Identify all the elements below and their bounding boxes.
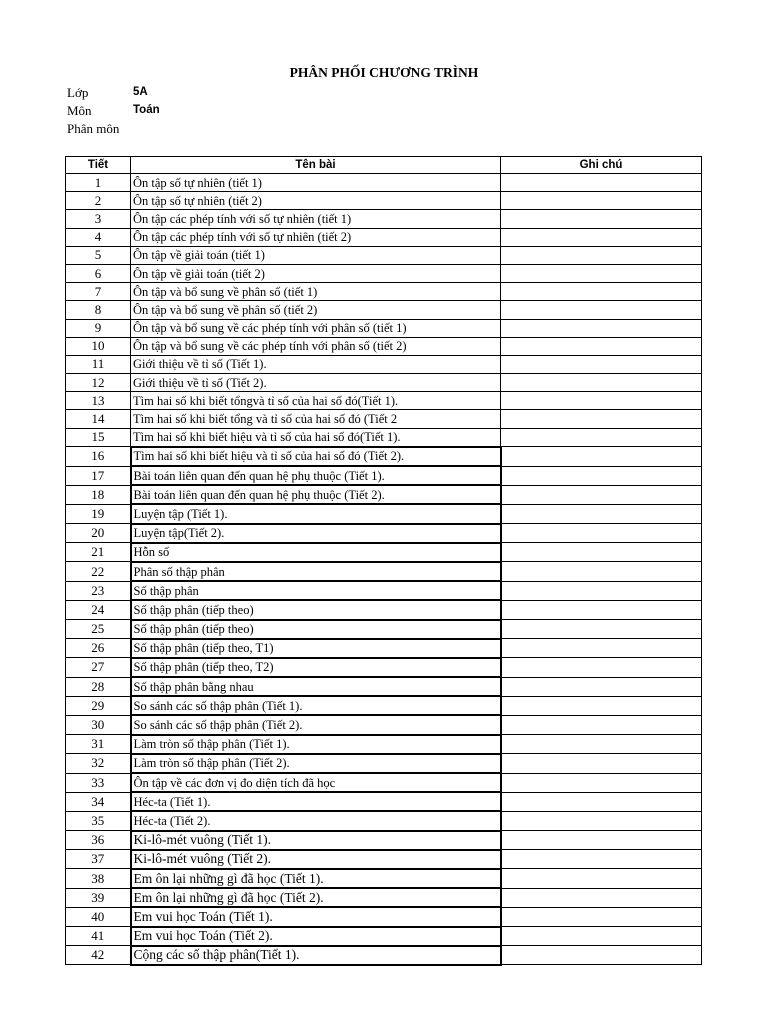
header-period: Tiết xyxy=(66,157,131,174)
table-row xyxy=(66,735,702,754)
lesson-cell: Số thập phân xyxy=(131,581,501,600)
lesson-cell: Em ôn lại những gì đã học (Tiết 1). xyxy=(131,869,501,888)
period-cell: 21 xyxy=(66,543,131,562)
note-cell xyxy=(501,192,702,210)
period-cell: 28 xyxy=(66,677,131,696)
table-row xyxy=(66,192,702,210)
note-cell xyxy=(501,696,702,715)
note-cell xyxy=(501,319,702,337)
note-cell xyxy=(501,677,702,696)
period-cell: 31 xyxy=(66,735,131,754)
table-row xyxy=(66,228,702,246)
header-note: Ghi chú xyxy=(501,157,702,174)
lesson-cell: Làm tròn số thập phân (Tiết 1). xyxy=(131,735,501,754)
meta-value-subject: Toán xyxy=(133,104,160,116)
table-row xyxy=(66,337,702,355)
table-row xyxy=(66,485,702,504)
period-cell: 20 xyxy=(66,524,131,543)
lesson-cell: Em ôn lại những gì đã học (Tiết 2). xyxy=(131,888,501,907)
period-cell: 4 xyxy=(66,228,131,246)
table-row xyxy=(66,447,702,466)
period-cell: 10 xyxy=(66,337,131,355)
table-row xyxy=(66,869,702,888)
period-cell: 37 xyxy=(66,850,131,869)
table-row xyxy=(66,946,702,965)
note-cell xyxy=(501,466,702,485)
lesson-cell: Số thập phân (tiếp theo) xyxy=(131,600,501,619)
period-cell: 41 xyxy=(66,927,131,946)
note-cell xyxy=(501,485,702,504)
table-row xyxy=(66,715,702,734)
note-cell xyxy=(501,869,702,888)
lesson-cell: Tìm hai số khi biết hiệu và tỉ số của hai số đó (Tiết 2). xyxy=(131,447,501,466)
lesson-cell: Ôn tập và bổ sung về phân số (tiết 1) xyxy=(131,283,501,301)
period-cell: 13 xyxy=(66,392,131,410)
lesson-cell: Héc-ta (Tiết 2). xyxy=(131,811,501,830)
lesson-cell: Giới thiệu về tỉ số (Tiết 1). xyxy=(131,355,501,373)
note-cell xyxy=(501,447,702,466)
period-cell: 1 xyxy=(66,174,131,192)
lesson-cell: Tìm hai số khi biết hiệu và tỉ số của hai số đó(Tiết 1). xyxy=(131,428,501,447)
table-row xyxy=(66,888,702,907)
document-title: PHÂN PHỐI CHƯƠNG TRÌNH xyxy=(289,65,479,80)
table-row xyxy=(66,428,702,447)
period-cell: 8 xyxy=(66,301,131,319)
table-row xyxy=(66,927,702,946)
period-cell: 17 xyxy=(66,466,131,485)
note-cell xyxy=(501,811,702,830)
lesson-cell: Cộng các số thập phân(Tiết 1). xyxy=(131,946,501,965)
note-cell xyxy=(501,620,702,639)
lesson-cell: Hỗn số xyxy=(131,543,501,562)
period-cell: 5 xyxy=(66,246,131,264)
period-cell: 23 xyxy=(66,581,131,600)
period-cell: 32 xyxy=(66,754,131,773)
period-cell: 18 xyxy=(66,485,131,504)
lesson-cell: Ôn tập về giải toán (tiết 1) xyxy=(131,246,501,264)
note-cell xyxy=(501,946,702,965)
lesson-cell: Em vui học Toán (Tiết 1). xyxy=(131,907,501,926)
note-cell xyxy=(501,562,702,581)
lesson-cell: Luyện tập (Tiết 1). xyxy=(131,504,501,523)
period-cell: 16 xyxy=(66,447,131,466)
note-cell xyxy=(501,246,702,264)
period-cell: 3 xyxy=(66,210,131,228)
meta-label-subject: Môn xyxy=(67,103,92,118)
lesson-cell: Ôn tập số tự nhiên (tiết 1) xyxy=(131,174,501,192)
note-cell xyxy=(501,355,702,373)
period-cell: 11 xyxy=(66,355,131,373)
period-cell: 26 xyxy=(66,639,131,658)
note-cell xyxy=(501,410,702,428)
note-cell xyxy=(501,927,702,946)
table-row xyxy=(66,283,702,301)
table-row xyxy=(66,246,702,264)
note-cell xyxy=(501,428,702,447)
table-row xyxy=(66,504,702,523)
header-lesson: Tên bài xyxy=(131,157,501,174)
lesson-cell: Héc-ta (Tiết 1). xyxy=(131,792,501,811)
period-cell: 34 xyxy=(66,792,131,811)
table-row xyxy=(66,524,702,543)
note-cell xyxy=(501,850,702,869)
table-row xyxy=(66,792,702,811)
period-cell: 35 xyxy=(66,811,131,830)
table-row xyxy=(66,811,702,830)
table-row xyxy=(66,831,702,850)
period-cell: 9 xyxy=(66,319,131,337)
lesson-cell: Ôn tập và bổ sung về các phép tính với phân số (tiết 1) xyxy=(131,319,501,337)
table-row xyxy=(66,907,702,926)
lesson-cell: Số thập phân bằng nhau xyxy=(131,677,501,696)
table-row xyxy=(66,174,702,192)
lesson-cell: Ki-lô-mét vuông (Tiết 2). xyxy=(131,850,501,869)
note-cell xyxy=(501,658,702,677)
period-cell: 30 xyxy=(66,715,131,734)
lesson-cell: Tìm hai số khi biết tổngvà tỉ số của hai số đó(Tiết 1). xyxy=(131,392,501,410)
note-cell xyxy=(501,264,702,282)
lesson-cell: Phân số thập phân xyxy=(131,562,501,581)
table-row xyxy=(66,639,702,658)
note-cell xyxy=(501,715,702,734)
period-cell: 24 xyxy=(66,600,131,619)
period-cell: 12 xyxy=(66,374,131,392)
table-row xyxy=(66,410,702,428)
note-cell xyxy=(501,773,702,792)
table-row xyxy=(66,620,702,639)
table-row xyxy=(66,754,702,773)
table-row xyxy=(66,773,702,792)
note-cell xyxy=(501,337,702,355)
lesson-cell: Số thập phân (tiếp theo, T2) xyxy=(131,658,501,677)
note-cell xyxy=(501,639,702,658)
note-cell xyxy=(501,600,702,619)
table-row xyxy=(66,210,702,228)
meta-label-subsubject: Phân môn xyxy=(67,121,120,136)
note-cell xyxy=(501,283,702,301)
lesson-cell: Ôn tập các phép tính với số tự nhiên (tiết 2) xyxy=(131,228,501,246)
lesson-cell: Luyện tập(Tiết 2). xyxy=(131,524,501,543)
lesson-cell: Ôn tập và bổ sung về các phép tính với phân số (tiết 2) xyxy=(131,337,501,355)
note-cell xyxy=(501,374,702,392)
note-cell xyxy=(501,174,702,192)
lesson-cell: Em vui học Toán (Tiết 2). xyxy=(131,927,501,946)
note-cell xyxy=(501,504,702,523)
table-row xyxy=(66,562,702,581)
note-cell xyxy=(501,392,702,410)
lesson-cell: Số thập phân (tiếp theo) xyxy=(131,620,501,639)
table-row xyxy=(66,543,702,562)
note-cell xyxy=(501,792,702,811)
table-row xyxy=(66,374,702,392)
lesson-cell: Ki-lô-mét vuông (Tiết 1). xyxy=(131,831,501,850)
table-row xyxy=(66,581,702,600)
period-cell: 15 xyxy=(66,428,131,447)
period-cell: 6 xyxy=(66,264,131,282)
period-cell: 7 xyxy=(66,283,131,301)
note-cell xyxy=(501,228,702,246)
note-cell xyxy=(501,831,702,850)
table-row xyxy=(66,850,702,869)
lesson-cell: Giới thiệu về tỉ số (Tiết 2). xyxy=(131,374,501,392)
period-cell: 27 xyxy=(66,658,131,677)
lesson-cell: Số thập phân (tiếp theo, T1) xyxy=(131,639,501,658)
table-row xyxy=(66,696,702,715)
table-row xyxy=(66,264,702,282)
period-cell: 39 xyxy=(66,888,131,907)
period-cell: 22 xyxy=(66,562,131,581)
note-cell xyxy=(501,543,702,562)
note-cell xyxy=(501,581,702,600)
table-body xyxy=(66,174,702,965)
table-row xyxy=(66,392,702,410)
note-cell xyxy=(501,907,702,926)
table-row xyxy=(66,301,702,319)
lesson-cell: Bài toán liên quan đến quan hệ phụ thuộc (Tiết 2). xyxy=(131,485,501,504)
period-cell: 29 xyxy=(66,696,131,715)
period-cell: 42 xyxy=(66,946,131,965)
period-cell: 25 xyxy=(66,620,131,639)
table-header-row xyxy=(66,157,702,174)
lesson-cell: Ôn tập số tự nhiên (tiết 2) xyxy=(131,192,501,210)
table-row xyxy=(66,658,702,677)
note-cell xyxy=(501,210,702,228)
table-row xyxy=(66,466,702,485)
lesson-cell: So sánh các số thập phân (Tiết 2). xyxy=(131,715,501,734)
period-cell: 38 xyxy=(66,869,131,888)
lesson-cell: So sánh các số thập phân (Tiết 1). xyxy=(131,696,501,715)
table-row xyxy=(66,319,702,337)
note-cell xyxy=(501,735,702,754)
note-cell xyxy=(501,754,702,773)
note-cell xyxy=(501,301,702,319)
lesson-cell: Bài toán liên quan đến quan hệ phụ thuộc (Tiết 1). xyxy=(131,466,501,485)
period-cell: 40 xyxy=(66,907,131,926)
period-cell: 2 xyxy=(66,192,131,210)
note-cell xyxy=(501,524,702,543)
lesson-cell: Làm tròn số thập phân (Tiết 2). xyxy=(131,754,501,773)
lesson-cell: Ôn tập về các đơn vị đo diện tích đã học xyxy=(131,773,501,792)
lesson-cell: Ôn tập và bổ sung về phân số (tiết 2) xyxy=(131,301,501,319)
period-cell: 19 xyxy=(66,504,131,523)
meta-label-class: Lớp xyxy=(67,85,89,100)
period-cell: 14 xyxy=(66,410,131,428)
table-row xyxy=(66,677,702,696)
table-row xyxy=(66,355,702,373)
period-cell: 36 xyxy=(66,831,131,850)
lesson-cell: Tìm hai số khi biết tổng và tỉ số của hai số đó (Tiết 2 xyxy=(131,410,501,428)
lesson-cell: Ôn tập về giải toán (tiết 2) xyxy=(131,264,501,282)
lesson-cell: Ôn tập các phép tính với số tự nhiên (tiết 1) xyxy=(131,210,501,228)
period-cell: 33 xyxy=(66,773,131,792)
curriculum-table xyxy=(65,156,702,966)
table-row xyxy=(66,600,702,619)
meta-value-class: 5A xyxy=(133,86,148,98)
note-cell xyxy=(501,888,702,907)
